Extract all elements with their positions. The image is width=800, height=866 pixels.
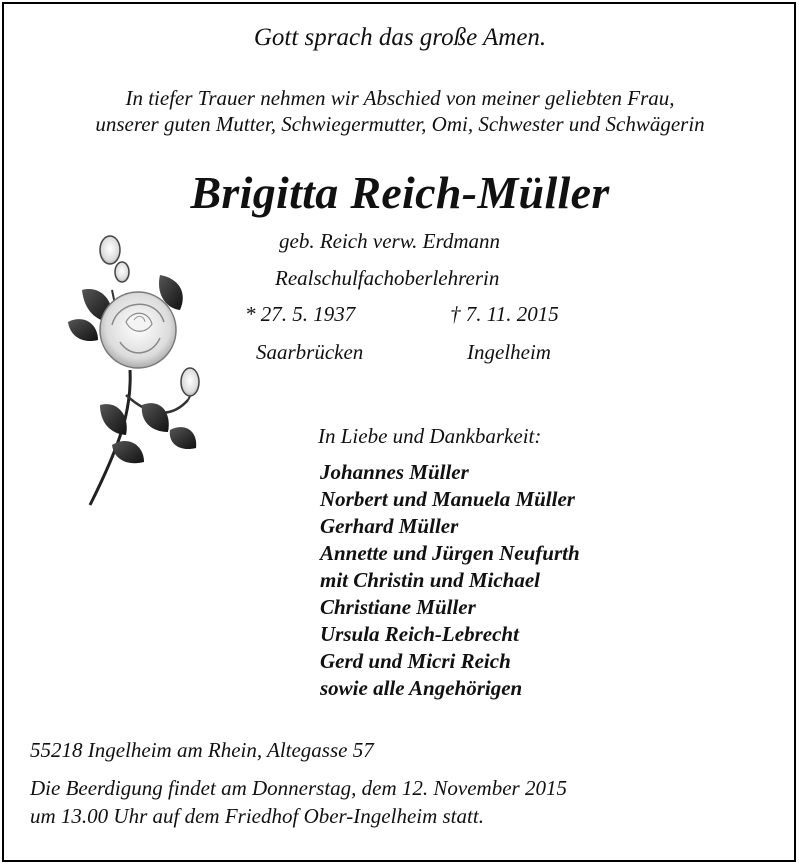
mourner-name: Norbert und Manuela Müller [320, 487, 575, 511]
birth-place: Saarbrücken [256, 340, 364, 364]
heading: Gott sprach das große Amen. [253, 24, 547, 51]
mourners-intro: In Liebe und Dankbarkeit: [318, 424, 542, 448]
funeral-line-1: Die Beerdigung findet am Donnerstag, dem 12. November 2015 [30, 776, 567, 800]
funeral-line-2: um 13.00 Uhr auf dem Friedhof Ober-Ingelheim statt. [30, 804, 484, 828]
profession: Realschulfachoberlehrerin [275, 266, 500, 290]
intro-line-1: In tiefer Trauer nehmen wir Abschied von meiner geliebten Frau, [125, 86, 675, 110]
death-place: Ingelheim [467, 340, 551, 364]
maiden-name: geb. Reich verw. Erdmann [279, 229, 501, 253]
mourner-name: Christiane Müller [320, 595, 476, 619]
mourner-name: Johannes Müller [320, 460, 469, 484]
mourner-name: sowie alle Angehörigen [320, 676, 523, 700]
mourner-name: Ursula Reich-Lebrecht [320, 622, 519, 646]
mourner-name: mit Christin und Michael [320, 568, 540, 592]
rose-icon [60, 230, 220, 510]
birth-date: * 27. 5. 1937 [245, 302, 356, 326]
mourner-name: Gerd und Micri Reich [320, 649, 511, 673]
mourner-name: Gerhard Müller [320, 514, 459, 538]
address: 55218 Ingelheim am Rhein, Altegasse 57 [30, 738, 374, 762]
mourner-name: Annette und Jürgen Neufurth [320, 541, 580, 565]
death-date: † 7. 11. 2015 [450, 302, 559, 326]
deceased-name: Brigitta Reich-Müller [190, 167, 610, 218]
intro-line-2: unserer guten Mutter, Schwiegermutter, Omi, Schwester und Schwägerin [95, 112, 705, 136]
